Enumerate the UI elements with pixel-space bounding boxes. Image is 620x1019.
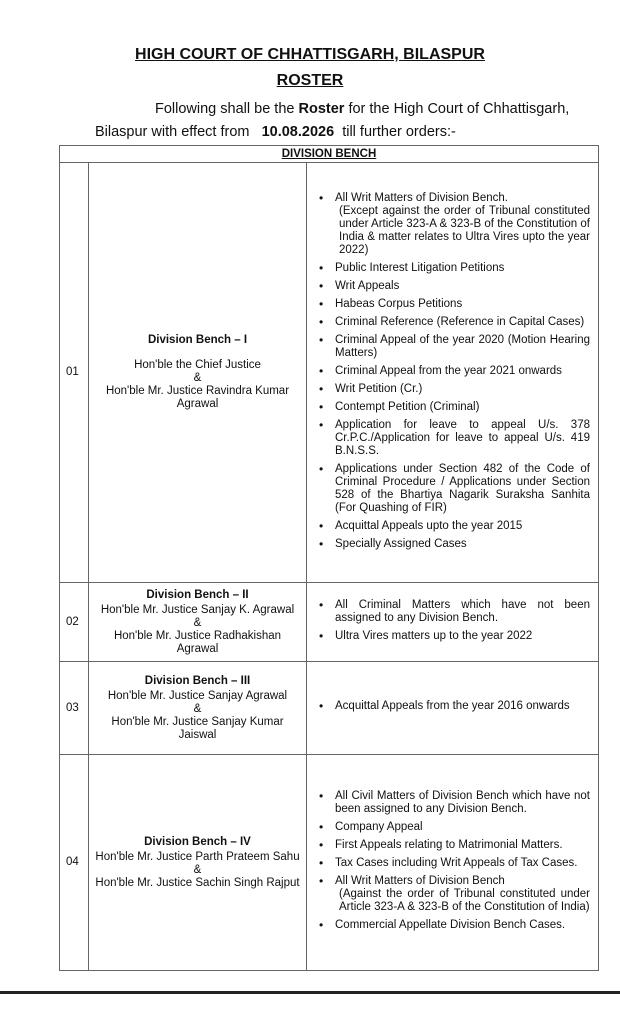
matter-text: Habeas Corpus Petitions xyxy=(335,297,463,310)
judge-separator: & xyxy=(193,863,202,876)
judge-name: Hon'ble Mr. Justice Radhakishan Agrawal xyxy=(113,629,282,655)
matter-text: Company Appeal xyxy=(335,821,423,833)
page-bottom-rule xyxy=(0,991,620,994)
bench-row xyxy=(60,662,599,755)
matter-text: Acquittal Appeals from the year 2016 onwards xyxy=(335,700,570,712)
judge-name: Hon'ble Mr. Justice Parth Prateem Sahu xyxy=(95,850,300,863)
intro-prefix: Following shall be the xyxy=(155,101,295,117)
intro-suffix: for the High Court of Chhattisgarh, xyxy=(348,101,570,117)
matter-text: All Writ Matters of Division Bench. xyxy=(335,191,508,204)
bench-cell xyxy=(89,163,307,583)
intro-roster-word: Roster xyxy=(298,101,345,117)
bench-cell xyxy=(89,662,307,755)
matter-item xyxy=(335,599,590,625)
judge-name: Hon'ble Mr. Justice Sanjay Kumar Jaiswal xyxy=(111,715,284,741)
matter-item xyxy=(335,463,590,515)
matter-item xyxy=(335,401,590,414)
matter-note: (Except against the order of Tribunal constituted under Article 323-A & 323-B of the Constitution of India & matter relates to Ultra Vires upto the year 2022) xyxy=(339,204,590,256)
judge-separator: & xyxy=(193,702,202,715)
roster-table xyxy=(59,145,599,971)
matters-cell xyxy=(307,662,599,755)
matter-text: Criminal Reference (Reference in Capital Cases) xyxy=(335,315,585,328)
matter-text: Application for leave to appeal U/s. 378 Cr.P.C./Application for leave to appeal U/s. 419 B.N.S.S. xyxy=(335,418,590,457)
matter-text: First Appeals relating to Matrimonial Matters. xyxy=(335,839,563,851)
matter-item xyxy=(335,700,590,713)
matter-text: All Criminal Matters which have not been assigned to any Division Bench. xyxy=(335,598,590,624)
matter-item xyxy=(335,383,590,396)
spacer xyxy=(93,349,302,359)
matter-text: Public Interest Litigation Petitions xyxy=(335,261,505,274)
document-subtitle: ROSTER xyxy=(276,72,344,89)
matter-item xyxy=(335,192,590,257)
bench-row xyxy=(60,583,599,662)
matter-item xyxy=(335,538,590,551)
serial-number: 02 xyxy=(60,583,89,662)
matter-item xyxy=(335,875,590,914)
matter-text: All Writ Matters of Division Bench xyxy=(335,875,505,887)
judge-name: Hon'ble Mr. Justice Sachin Singh Rajput xyxy=(95,876,300,889)
serial-number: 03 xyxy=(60,662,89,755)
bench-title: Division Bench – IV xyxy=(144,835,251,848)
effective-date: 10.08.2026 xyxy=(261,124,335,140)
matter-item xyxy=(335,857,590,870)
matter-item xyxy=(335,919,590,932)
matter-item xyxy=(335,839,590,852)
judge-name: Hon'ble Mr. Justice Ravindra Kumar Agrawal xyxy=(105,385,290,410)
matter-item xyxy=(335,280,590,293)
matters-list xyxy=(311,192,590,551)
table-header-row xyxy=(60,146,599,163)
matters-cell xyxy=(307,583,599,662)
matters-cell xyxy=(307,163,599,583)
matter-text: Writ Appeals xyxy=(335,279,400,292)
matter-item xyxy=(335,316,590,329)
bench-title: Division Bench – I xyxy=(147,334,248,346)
document-title: HIGH COURT OF CHHATTISGARH, BILASPUR xyxy=(135,46,485,63)
matter-text: All Civil Matters of Division Bench which have not been assigned to any Division Bench. xyxy=(335,790,590,815)
matter-text: Tax Cases including Writ Appeals of Tax Cases. xyxy=(335,857,578,869)
matter-text: Commercial Appellate Division Bench Cases. xyxy=(335,919,566,931)
judge-separator: & xyxy=(193,616,202,629)
intro-line-1 xyxy=(155,101,569,117)
intro-line-2 xyxy=(95,124,456,140)
bench-title: Division Bench – III xyxy=(144,674,251,687)
matter-note: (Against the order of Tribunal constituted under Article 323-A & 323-B of the Constitution of India) xyxy=(339,888,590,913)
matter-item xyxy=(335,821,590,834)
matter-text: Criminal Appeal of the year 2020 (Motion Hearing Matters) xyxy=(335,333,590,359)
bench-cell xyxy=(89,583,307,662)
intro-effect-suffix: till further orders:- xyxy=(342,124,456,140)
matter-text: Applications under Section 482 of the Code of Criminal Procedure / Applications under Section 528 of the Bhartiya Nagarik Suraksha Sanhita (For Quashing of FIR) xyxy=(335,462,590,514)
matter-item xyxy=(335,630,590,643)
matter-text: Criminal Appeal from the year 2021 onwards xyxy=(335,364,562,377)
matters-list xyxy=(311,790,590,932)
judge-separator: & xyxy=(193,372,202,384)
matter-item xyxy=(335,365,590,378)
matter-item xyxy=(335,419,590,458)
matters-cell xyxy=(307,755,599,971)
judge-name: Hon'ble the Chief Justice xyxy=(134,359,261,371)
serial-number: 04 xyxy=(60,755,89,971)
intro-effect-prefix: Bilaspur with effect from xyxy=(95,124,250,140)
bench-cell xyxy=(89,755,307,971)
matter-item xyxy=(335,334,590,360)
judge-name: Hon'ble Mr. Justice Sanjay K. Agrawal xyxy=(100,603,295,616)
matters-list xyxy=(311,599,590,643)
matter-text: Acquittal Appeals upto the year 2015 xyxy=(335,519,523,532)
matter-text: Writ Petition (Cr.) xyxy=(335,382,423,395)
table-header: DIVISION BENCH xyxy=(60,146,599,163)
matter-text: Ultra Vires matters up to the year 2022 xyxy=(335,629,533,642)
matter-item xyxy=(335,262,590,275)
matter-text: Specially Assigned Cases xyxy=(335,537,467,550)
matter-item xyxy=(335,790,590,816)
matter-item xyxy=(335,298,590,311)
bench-row xyxy=(60,755,599,971)
serial-number: 01 xyxy=(60,163,89,583)
matters-list xyxy=(311,700,590,713)
bench-title: Division Bench – II xyxy=(146,588,249,601)
judge-name: Hon'ble Mr. Justice Sanjay Agrawal xyxy=(107,689,288,702)
matter-text: Contempt Petition (Criminal) xyxy=(335,400,480,413)
bench-row xyxy=(60,163,599,583)
matter-item xyxy=(335,520,590,533)
